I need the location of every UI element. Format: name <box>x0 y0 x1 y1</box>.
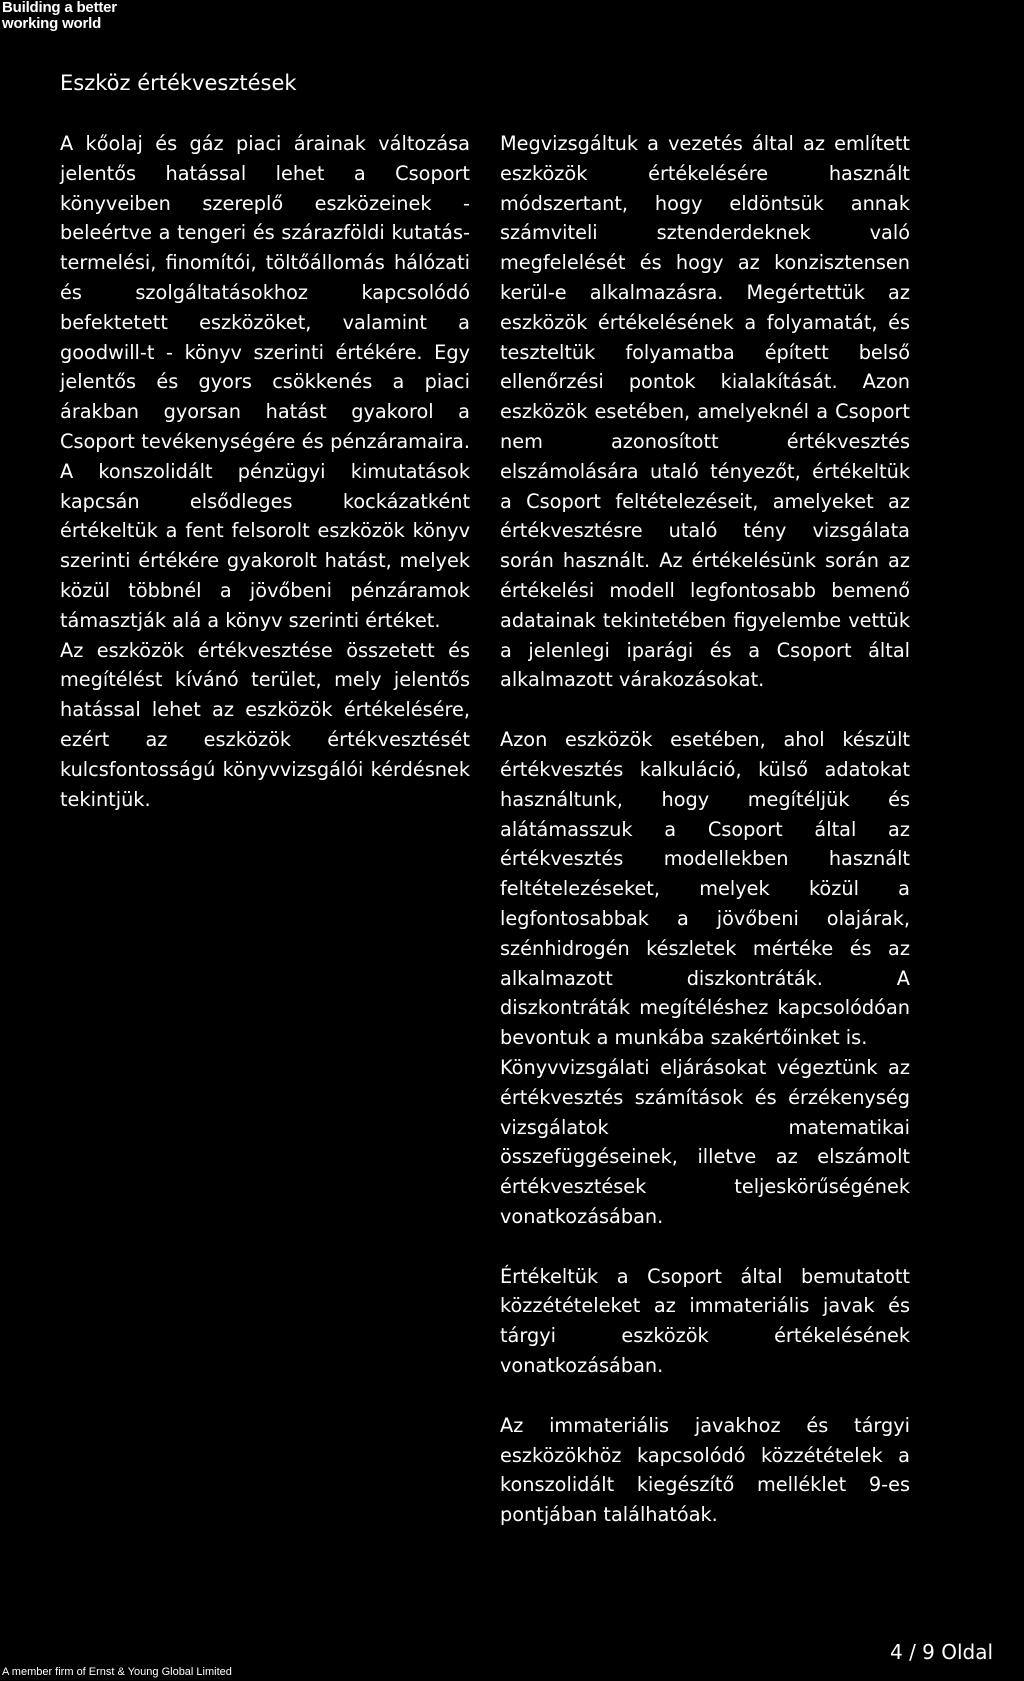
right-paragraph-2: Azon eszközök esetében, ahol készült értékvesztés kalkuláció, külső adatokat használtunk, hogy megítéljük és alátámasszuk a Csoport által az értékvesztés modellekben használt feltételezéseket, melyek közül a legfontosabbak a jövőbeni olajárak, szénhidrogén készletek mértéke és az alkalmazott diszkontráták. A diszkontráták megítéléshez kapcsolódóan bevontuk a munkába szakértőinket is. <box>500 728 910 1050</box>
right-paragraph-3: Könyvvizsgálati eljárásokat végeztünk az értékvesztés számítások és érzékenység vizsgálatok matematikai összefüggéseinek, illetve az elszámolt értékvesztések teljeskörűségének vonatkozásában. <box>500 1055 910 1228</box>
brand-tagline-line-1: Building a better <box>2 0 117 16</box>
brand-tagline <box>2 0 117 32</box>
section-title: Eszköz értékvesztések <box>60 71 297 95</box>
footer-legal-text: A member firm of Ernst & Young Global Limited <box>2 1666 232 1678</box>
left-column <box>60 129 470 814</box>
left-paragraph-1: A kőolaj és gáz piaci árainak változása jelentős hatással lehet a Csoport könyveiben szereplő eszközeinek - beleértve a tengeri és szárazföldi kutatás-termelési, finomítói, töltőállomás hálózati és szolgáltatásokhoz kapcsolódó befektetett eszközöket, valamint a goodwill-t - könyv szerinti értékére. Egy jelentős és gyors csökkenés a piaci árakban gyorsan hatást gyakorol a Csoport tevékenységére és pénzáramaira. A konszolidált pénzügyi kimutatások kapcsán elsődleges kockázatként értékeltük a fent felsorolt eszközök könyv szerinti értékére gyakorolt hatást, melyek közül többnél a jövőbeni pénzáramok támasztják alá a könyv szerinti értéket. <box>60 132 470 632</box>
brand-tagline-line-2: working world <box>2 15 102 32</box>
right-column <box>500 129 910 1530</box>
page-number: 4 / 9 Oldal <box>890 1640 994 1664</box>
right-paragraph-1: Megvizsgáltuk a vezetés által az említett eszközök értékelésére használt módszertant, hogy eldöntsük annak számviteli sztenderdeknek való megfelelését és hogy az konzisztensen kerül-e alkalmazásra. Megértettük az eszközök értékelésének a folyamatát, és teszteltük folyamatba épített belső ellenőrzési pontok kialakítását. Azon eszközök esetében, amelyeknél a Csoport nem azonosított értékvesztés elszámolására utaló tényezőt, értékeltük a Csoport feltételezéseit, amelyeket az értékvesztésre utaló tény vizsgálata során használt. Az értékelésünk során az értékelési modell legfontosabb bemenő adatainak tekintetében figyelembe vettük a jelenlegi iparági és a Csoport által alkalmazott várakozásokat. <box>500 132 910 692</box>
left-paragraph-2: Az eszközök értékvesztése összetett és megítélést kívánó terület, mely jelentős hatással lehet az eszközök értékelésére, ezért az eszközök értékvesztését kulcsfontosságú könyvvizsgálói kérdésnek tekintjük. <box>60 638 470 811</box>
right-paragraph-5: Az immateriális javakhoz és tárgyi eszközökhöz kapcsolódó közzétételek a konszolidált kiegészítő melléklet 9-es pontjában találhatóak. <box>500 1413 910 1527</box>
right-paragraph-4: Értékeltük a Csoport által bemutatott közzétételeket az immateriális javak és tárgyi eszközök értékelésének vonatkozásában. <box>500 1264 910 1378</box>
